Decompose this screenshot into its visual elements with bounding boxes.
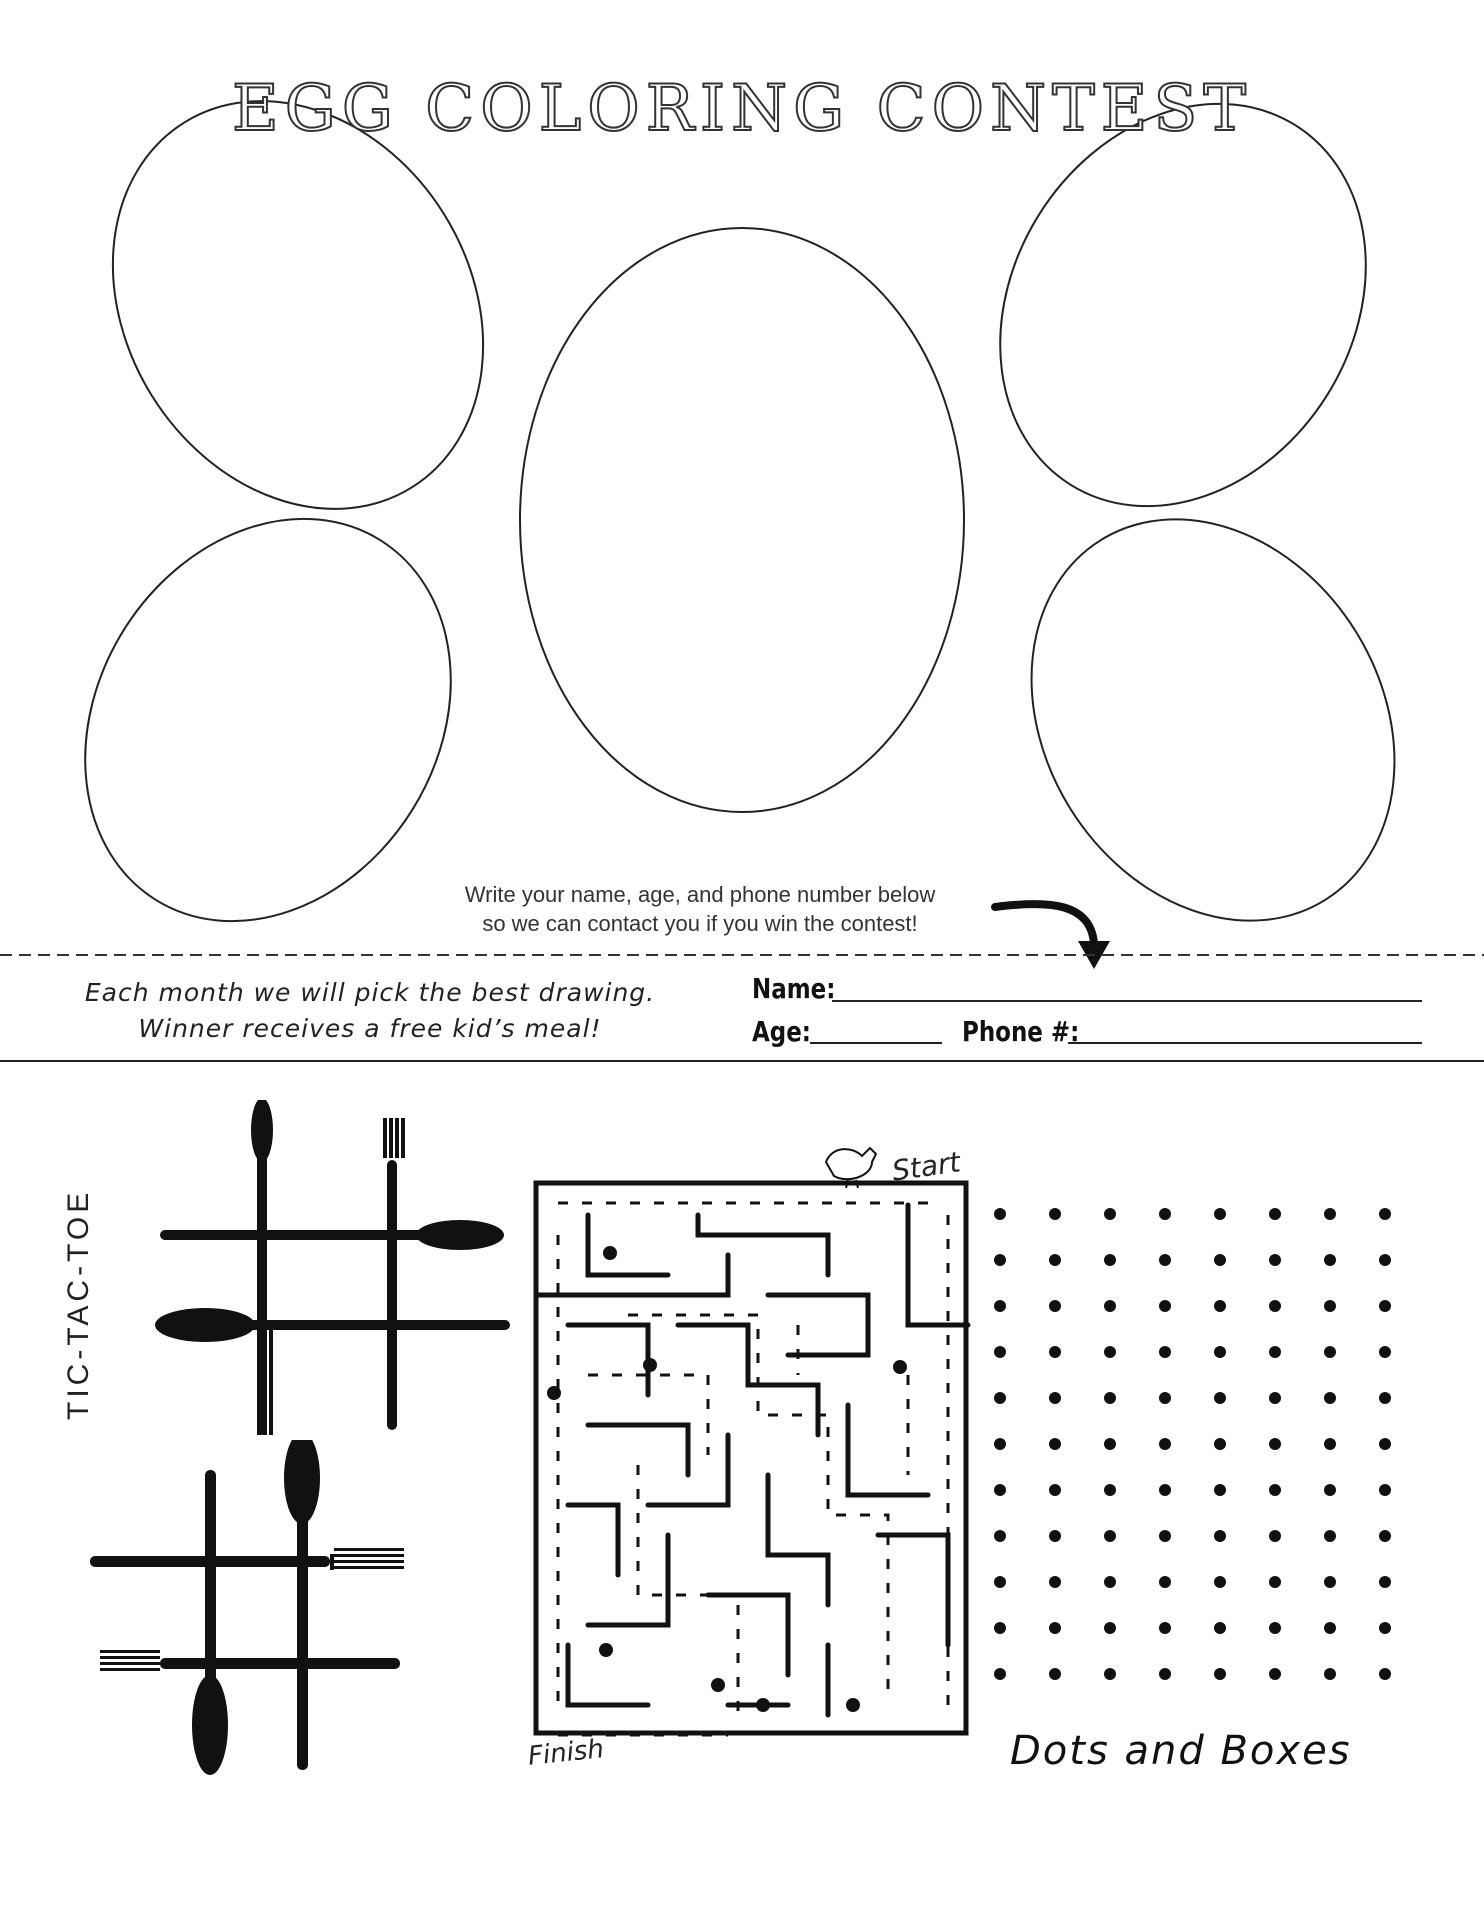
dot[interactable] — [1104, 1668, 1116, 1680]
dot[interactable] — [1324, 1668, 1336, 1680]
dots-and-boxes-label: Dots and Boxes — [1010, 1728, 1352, 1774]
dot[interactable] — [1379, 1300, 1391, 1312]
dot[interactable] — [1049, 1576, 1061, 1588]
dot[interactable] — [1159, 1576, 1171, 1588]
phone-label: Phone #: — [962, 1015, 1080, 1048]
dot[interactable] — [1049, 1254, 1061, 1266]
dot[interactable] — [1159, 1208, 1171, 1220]
dot[interactable] — [994, 1254, 1006, 1266]
tic-tac-toe-label: TIC-TAC-TOE — [62, 1188, 95, 1420]
dot[interactable] — [1324, 1438, 1336, 1450]
dot[interactable] — [1049, 1208, 1061, 1220]
dot[interactable] — [1324, 1576, 1336, 1588]
dot[interactable] — [1159, 1346, 1171, 1358]
instructions-line-1: Write your name, age, and phone number below — [464, 882, 936, 907]
dot[interactable] — [1214, 1346, 1226, 1358]
dot[interactable] — [1269, 1392, 1281, 1404]
dot[interactable] — [994, 1300, 1006, 1312]
dot[interactable] — [1214, 1300, 1226, 1312]
dot[interactable] — [1214, 1392, 1226, 1404]
dot[interactable] — [1159, 1622, 1171, 1634]
contact-instructions — [360, 880, 1040, 938]
dot[interactable] — [1104, 1392, 1116, 1404]
dot[interactable] — [1159, 1254, 1171, 1266]
dot[interactable] — [1269, 1530, 1281, 1542]
contest-info-line-2: Winner receives a free kid’s meal! — [138, 1014, 602, 1043]
dot[interactable] — [1269, 1300, 1281, 1312]
dot[interactable] — [1269, 1668, 1281, 1680]
dot[interactable] — [1049, 1668, 1061, 1680]
dot[interactable] — [1104, 1438, 1116, 1450]
dot[interactable] — [1159, 1668, 1171, 1680]
tic-tac-toe-board-1[interactable] — [130, 1100, 530, 1440]
dot[interactable] — [1269, 1622, 1281, 1634]
name-field[interactable] — [832, 1000, 1422, 1002]
dot[interactable] — [1324, 1484, 1336, 1496]
phone-field[interactable] — [1068, 1042, 1422, 1044]
dot[interactable] — [1104, 1576, 1116, 1588]
dot[interactable] — [1379, 1668, 1391, 1680]
dot[interactable] — [1159, 1530, 1171, 1542]
dot[interactable] — [1269, 1484, 1281, 1496]
dot[interactable] — [1049, 1346, 1061, 1358]
dot[interactable] — [1104, 1254, 1116, 1266]
dot[interactable] — [1269, 1254, 1281, 1266]
dot[interactable] — [1104, 1208, 1116, 1220]
contest-info-line-1: Each month we will pick the best drawing. — [84, 978, 656, 1007]
maze[interactable] — [528, 1175, 978, 1745]
dot[interactable] — [1269, 1438, 1281, 1450]
maze-start-label: Start — [890, 1145, 963, 1188]
dot[interactable] — [1159, 1484, 1171, 1496]
dot[interactable] — [1104, 1530, 1116, 1542]
dot[interactable] — [1159, 1300, 1171, 1312]
dot[interactable] — [1049, 1392, 1061, 1404]
dot[interactable] — [1379, 1576, 1391, 1588]
dot[interactable] — [1324, 1622, 1336, 1634]
contest-info — [30, 975, 710, 1047]
dot[interactable] — [1214, 1622, 1226, 1634]
dot[interactable] — [1214, 1576, 1226, 1588]
dot[interactable] — [1324, 1208, 1336, 1220]
dot[interactable] — [1379, 1530, 1391, 1542]
dot[interactable] — [1104, 1346, 1116, 1358]
dot[interactable] — [1214, 1530, 1226, 1542]
dot[interactable] — [1049, 1484, 1061, 1496]
page-title: EGG COLORING CONTEST — [231, 72, 1253, 146]
age-label: Age: — [752, 1015, 811, 1048]
dot[interactable] — [994, 1438, 1006, 1450]
dot[interactable] — [994, 1208, 1006, 1220]
dot[interactable] — [1379, 1346, 1391, 1358]
maze-finish-label: Finish — [526, 1734, 606, 1772]
dot[interactable] — [1269, 1576, 1281, 1588]
dot[interactable] — [1159, 1438, 1171, 1450]
spoon-icon — [251, 1100, 273, 1162]
egg-center — [520, 228, 964, 812]
dot[interactable] — [1379, 1622, 1391, 1634]
dot[interactable] — [994, 1392, 1006, 1404]
age-field[interactable] — [810, 1042, 942, 1044]
dot[interactable] — [1159, 1392, 1171, 1404]
name-label: Name: — [752, 972, 836, 1005]
dot[interactable] — [1214, 1484, 1226, 1496]
dot[interactable] — [1324, 1300, 1336, 1312]
dot[interactable] — [1379, 1208, 1391, 1220]
dot[interactable] — [994, 1530, 1006, 1542]
dot[interactable] — [994, 1576, 1006, 1588]
cut-line — [0, 953, 1484, 957]
dot[interactable] — [1214, 1438, 1226, 1450]
section-divider — [0, 1060, 1484, 1062]
arrow-icon — [990, 895, 1130, 975]
dot[interactable] — [1214, 1254, 1226, 1266]
dot[interactable] — [1214, 1208, 1226, 1220]
dot[interactable] — [1049, 1530, 1061, 1542]
instructions-line-2: so we can contact you if you win the contest! — [482, 911, 918, 936]
dot[interactable] — [994, 1484, 1006, 1496]
dot[interactable] — [1049, 1438, 1061, 1450]
dot[interactable] — [1324, 1346, 1336, 1358]
tic-tac-toe-board-2[interactable] — [90, 1440, 420, 1820]
dot[interactable] — [1324, 1530, 1336, 1542]
dot[interactable] — [1379, 1392, 1391, 1404]
dot[interactable] — [1049, 1300, 1061, 1312]
dot[interactable] — [1324, 1392, 1336, 1404]
dot[interactable] — [1269, 1208, 1281, 1220]
dot[interactable] — [1104, 1622, 1116, 1634]
dot[interactable] — [1324, 1254, 1336, 1266]
dot[interactable] — [994, 1668, 1006, 1680]
dot[interactable] — [1214, 1668, 1226, 1680]
dot[interactable] — [1379, 1254, 1391, 1266]
dot[interactable] — [1269, 1346, 1281, 1358]
dot[interactable] — [1379, 1484, 1391, 1496]
dot[interactable] — [1379, 1438, 1391, 1450]
dots-and-boxes-grid[interactable] — [985, 1200, 1405, 1720]
dot[interactable] — [1049, 1622, 1061, 1634]
dot[interactable] — [1104, 1484, 1116, 1496]
dot[interactable] — [994, 1346, 1006, 1358]
dot[interactable] — [1104, 1300, 1116, 1312]
dot[interactable] — [994, 1622, 1006, 1634]
